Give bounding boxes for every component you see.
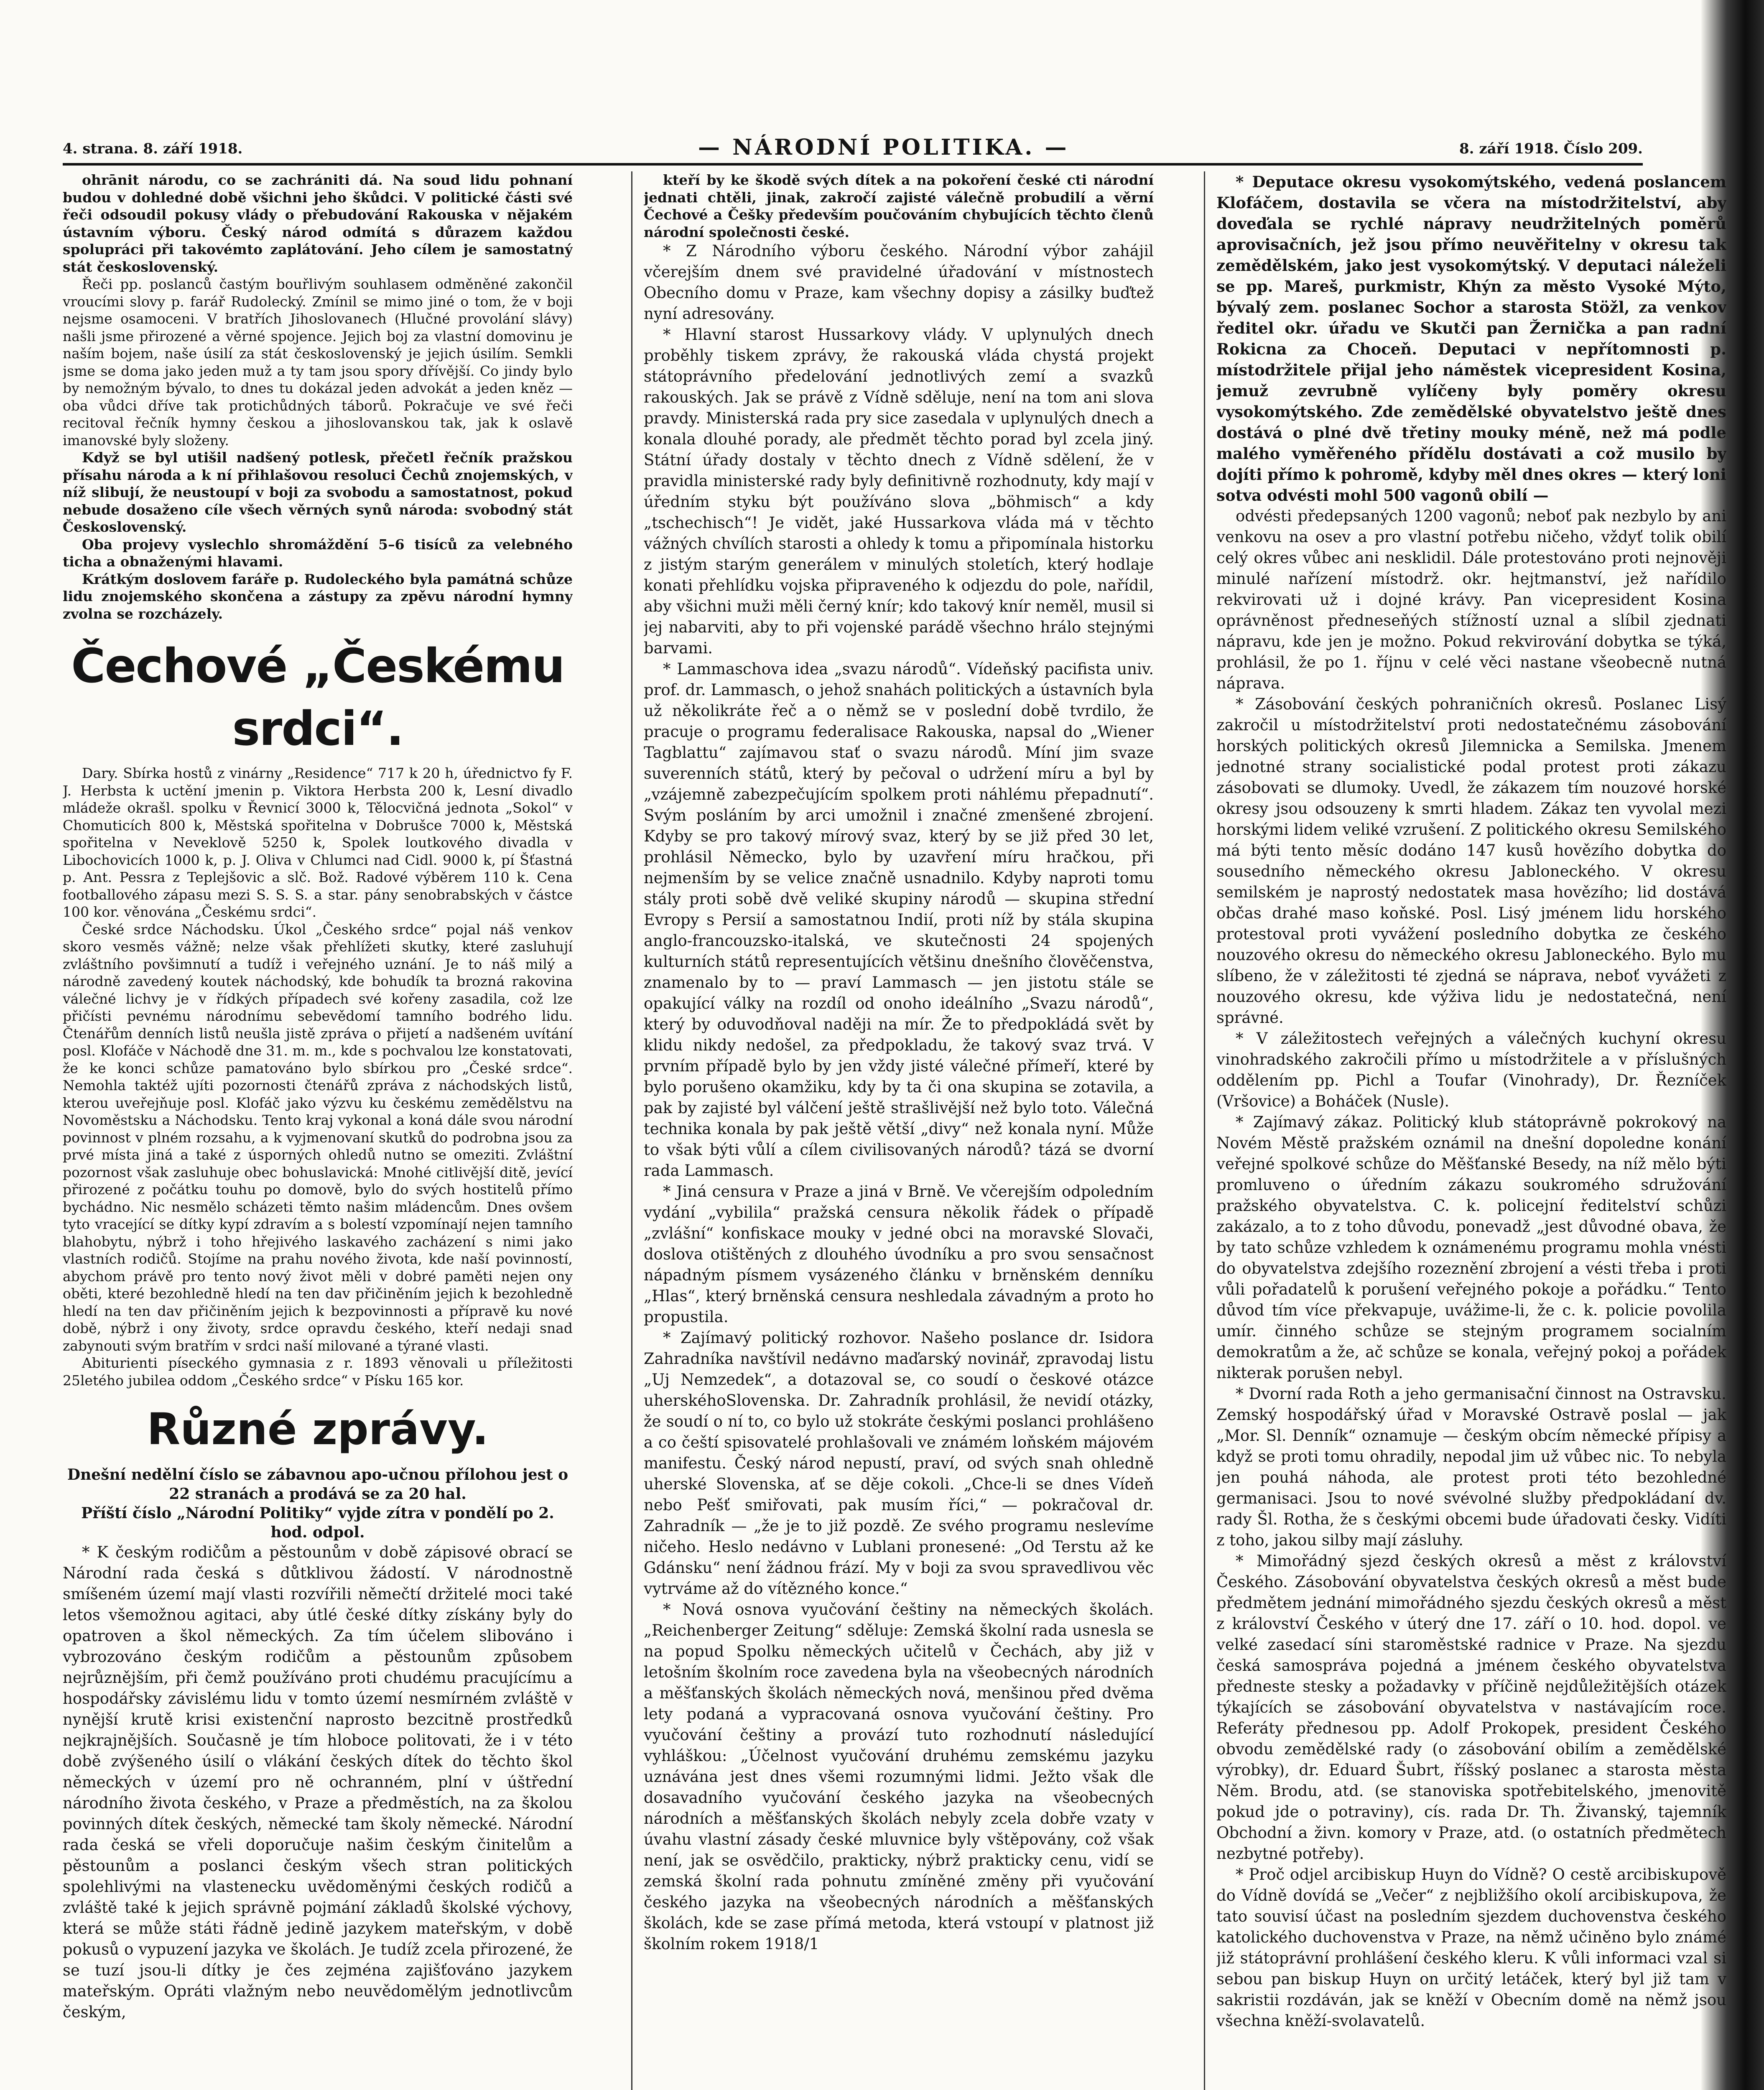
column-3: [1216, 171, 1726, 2090]
article-paragraph: Abiturienti píseckého gymnasia z r. 1893 věnovali u příležitosti 25letého jubilea oddom „Českého srdce“ v Písku 165 kor.: [63, 1355, 573, 1389]
section-headline-ruzne-zpravy: Různé zprávy.: [147, 1404, 489, 1455]
article-paragraph: * Zajímavý zákaz. Politický klub státoprávně pokrokový na Novém Městě pražském oznámil na dnešní dopoledne konání veřejné spolkové schůze do Měšťanské Besedy, na níž mělo býti promluveno o úředním zákazu soukromého sdružování pražského obyvatelstva. C. k. policejní ředitelství schůzi zakázalo, a to z toho důvodu, ponevadž „jest důvodné obava, že by tato schůze vzhledem k oznámenému programu mohla vnésti do obyvatelstva zdejšího rozeznění zbrojení a vésti třeba i proti vůli pořadatelů k porušení veřejného pokoje a pořádku.“ Tento důvod tím více překvapuje, uvážime-li, že c. k. policie povolila umír. činného schůze se stejným programem socialním demokratům a že, ač schůze se konala, veřejný pokoj a pořádek nikterak porušen nebyl.: [1216, 1113, 1726, 1382]
article-paragraph: ohrānit národu, co se zachrániti dá. Na soud lidu pohnaní budou v dohledné době všichni jeho škůdci. V politické části své řeči odsoudil pokusy vlády o přebudování Rakouska v nějakém ústavním výboru. Český národ odmítá s důrazem každou spolupráci při takovémto zaplátování. Jeho cílem je samostatný stát československý.: [63, 172, 573, 275]
article-paragraph: kteří by ke škodě svých dítek a na pokoření české cti národní jednati chtěli, jinak, zakročí zajisté válečně probudilí a věrní Čechové a Češky především poučováním chybujících těchto členů národní společnosti české.: [644, 172, 1154, 240]
page-number-date: 4. strana. 8. září 1918.: [63, 140, 243, 157]
article-paragraph: * Deputace okresu vysokomýtského, vedená poslancem Klofáčem, dostavila se včera na místodržitelství, aby doveďala se rychlé nápravy neudržitelných poměrů aprovisačních, jež jsou přímo neuvěřitelny v okresu tak zemědělském, jako jest vysokomýtský. V deputaci náleželi se pp. Mareš, purkmistr, Khýn za město Vysoké Mýto, bývalý zem. poslanec Sochor a starosta Stöžl, za venkov ředitel okr. úřadu ve Skutči pan Žernička a pan radní Rokicna za Choceň. Deputaci v nepřítomnosti p. místodržitele přijal jeho náměstek vicepresident Kosina, jemuž zevrubně vylíčeny byly poměry okresu vysokomýtského. Zde zemědělské obyvatelstvo ještě dnes dostává o plné dvě třetiny mouky méně, než má podle malého vyměřeného přídělu dostávati a což musilo by dojíti přímo k pohromě, kdyby měl dnes okres — který loni sotva odvésti mohl 500 vagonů obilí —: [1216, 173, 1726, 505]
article-paragraph: Oba projevy vyslechlo shromáždění 5–6 tisíců za velebného ticha a obnaženými hlavami.: [63, 536, 573, 570]
article-paragraph: * Dvorní rada Roth a jeho germanisační činnost na Ostravsku. Zemský hospodářský úřad v Moravské Ostravě poslal — jak „Mor. Sl. Denník“ oznamuje — českým obcím německé přípisy a když se proti tomu ohradily, nepodal jim už vůbec nic. To nebyla jen pouhá náhoda, ale protest proti této bezohledné germanisaci. Jsou to nové svévolné služby předpokládaní dv. rady Šl. Rotha, že s českými obcemi bude úřadovati česky. Vidíti z toho, jakou silby mají zásluhy.: [1216, 1385, 1726, 1549]
column-1: [63, 171, 573, 2090]
article-paragraph: * Proč odjel arcibiskup Huyn do Vídně? O cestě arcibiskupově do Vídně dovídá se „Večer“ z nejbližšího okolí arcibiskupova, že tato souvisí účast na posledním sjezdem duchovenstva českého katolického duchovenstva v Praze, na němž učiněno bylo známé již státoprávní prohlášení českého kleru. K vůli informaci vzal si sebou pan biskup Huyn on určitý letáček, který byl již tam v sakristii rozdáván, jak se kněží v Obecním domě na němž jsou všechna kněží-svolavatelů.: [1216, 1866, 1726, 2030]
article-paragraph: * Zásobování českých pohraničních okresů. Poslanec Lisý zakročil u místodržitelství proti nedostatečnému zásobování horských politických okresů Jilemnicka a Semilska. Jmenem jednotné strany socialistické podal protest proti zákazu zásobovati se dlumoky. Uvedl, že zákazem tím nouzové horské okresy jsou odsouzeny k smrti hladem. Zákaz ten vyvolal mezi horskými lidem veliké vzrušení. Z politického okresu Semilského má býti tento měsíc dodáno 147 kusů hovězího dobytka do sousedního německého okresu Jabloneckého. V okresu semilském je naprostý nedostatek masa hovězího; lid dostává občas drahé maso koňské. Posl. Lisý jménem lidu horského protestoval proti vyvážení posledního dobytka ze českého nouzového okresu do německého okresu Jabloneckého. Bylo mu slíbeno, že v záležitosti té zjedná se náprava, neboť vyvážeti z nouzového okresu, kde výživa lidu je nedostatečná, není správné.: [1216, 695, 1726, 1027]
column-divider-2: [1204, 171, 1205, 2090]
article-paragraph: * Mimořádný sjezd českých okresů a měst z království Českého. Zásobování obyvatelstva českých okresů a měst bude předmětem jednání mimořádného sjezdu českých okresů a měst z království Českého v úterý dne 17. září o 10. hod. dopol. ve velké zasedací síni staroměstské radnice v Praze. Na sjezdu česká samospráva pojedná a jménem českého obyvatelstva předneste stesky a požadavky v příčině nejdůležitějších otázek týkajících se zásobování obyvatelstva v nastávajícím roce. Referáty přednesou pp. Adolf Prokopek, president Českého obvodu zemědělské rady (o zásobování obilím a zemědělské výrobky), dr. Eduard Šubrt, říšský poslanec a starosta města Něm. Brodu, atd. (se stanoviska spotřebitelského, jmenovitě pokud jde o potraviny), cís. rada Dr. Th. Živanský, tajemník Obchodní a živn. komory v Praze, atd. (o ostatních předmětech nezbytné potřeby).: [1216, 1552, 1726, 1863]
page-header: [63, 135, 1643, 161]
column-2: [644, 171, 1154, 2090]
issue-number: 8. září 1918. Číslo 209.: [1459, 140, 1643, 157]
article-paragraph: * Lammaschova idea „svazu národů“. Vídeňský pacifista univ. prof. dr. Lammasch, o jehož snahách politických a ústavních byla už několikráte řeč a o němž se v poslední době tvrdilo, že pracuje o programu federalisace Rakouska, napsal do „Wiener Tagblattu“ zajímavou stať o svazu národů. Míní jim svaze suverenních států, který by pečoval o udržení míru a byl by „vzájemně zabezpečujícím spolkem proti náhlému přepadnutí“. Svým posláním by arci umožnil i značné zmenšené zbrojení. Kdyby se pro takový mírový svaz, který by se již před 30 let, prohlásil Německo, bylo by uzavření míru hračkou, při nejmenším by se velice značně usnadnilo. Kdyby naproti tomu stály proti sobě dvě veliké skupiny národů — skupina střední Evropy s Persií a samostatnou Indií, proti níž by stála skupina anglo-francouzsko-italská, ve skutečnosti 24 spojených kulturních států representujících většinu dnešního člověčenstva, znamenalo by to — praví Lammasch — jen jistotu stále se opakující války na rozdíl od onoho ideálního „Svazu národů“, který by oduvodňoval naději na mír. Že to předpokládá svět by klidu nikdy nedošel, za předpokladu, že takový svaz trvá. V prvním případě bylo by jen vždy jisté válečné přímeří, které by bylo porušeno okamžiku, kdy by ta či ona skupina se zotavila, a pak by zajisté byl válčení ještě strašlivější než bylo toto. Válečná technika konala by pak ještě větší „divy“ než konala nyní. Může to však býti vůlí a cílem civilisovaných národů? tázá se dvorní rada Lammasch.: [644, 660, 1154, 1180]
header-rule: [63, 163, 1643, 166]
article-paragraph: České srdce Náchodsku. Úkol „Českého srdce“ pojal náš venkov skoro vesměs vážně; nelze však přehlížeti skutky, které zasluhují zvláštního povšimnutí a tudíž i veřejného uznání. Je to náš milý a národně zavedený koutek náchodský, kde bohudík ta brozná rakovina válečné lichvy je v řídkých případech své kořeny zasadila, což lze přičísti pevnému národnímu sebevědomí tamního bodrého lidu. Čtenářům denních listů neušla jistě zpráva o přijetí a nadšeném uvítání posl. Klofáče v Náchodě dne 31. m. m., kde s pochvalou lze konstatovati, že ke konci schůze pamatováno bylo sbírkou pro „České srdce“. Nemohla taktéž ujíti pozornosti čtenářů zpráva z náchodských listů, kterou uveřejňuje posl. Klofáč jako výzvu ku českému zemědělstvu na Novoměstsku a Náchodsku. Tento kraj vykonal a koná dále svou národní povinnost v plném rozsahu, a k vyjmenovaní skutků do podrobna jsou za prvé místa jiná a také z úsporných ohledů nutno se omeziti. Zvláštní pozornost však zasluhuje obec bohuslavická: Mnohé citlivější ditě, jevící přirozené z počátku touhu po domově, bylo do svých hostitelů přímo bychádno. Nic nesmělo scházeti těmto našim mládencům. Dnes ovšem tyto vracející se dítky kypí zdravím a s bolestí vzpomínají nejen tamního blahobytu, nýbrž i toho hřejivého laskavého zacházení s nimi jako vlastních rodičů. Stojíme na prahu nového života, kde naší povinností, abychom právě pro tento nový život měli v dobré paměti nejen ony oběti, které bezohledně hledí na ten dav přičiněním jejich k bezohledně hledí na ten dav přičiněním jejich k bezpovinnosti a přípravě ku nové době, nýbrž i ony životy, srdce opravdu českého, kteří nedaji snad zabynouti svým bratřím v srdci naší milované a týrané vlasti.: [63, 921, 573, 1354]
notice-supplement: Dnešní nedělní číslo se zábavnou apo-učnou přílohou jest o 22 stranách a prodává se za 20 hal.: [67, 1466, 568, 1503]
article-paragraph: Když se byl utišil nadšený potlesk, přečetl řečník pražskou přísahu národa a k ní přihlašovou resoluci Čechů znojemských, v níž slibují, že neustoupí v boji za svobodu a samostatnost, pokud nebude dosaženo cíle všech věrných synů národa: svobodný stát Československý.: [63, 449, 573, 535]
article-paragraph: * Nová osnova vyučování češtiny na německých školách. „Reichenberger Zeitung“ sděluje: Zemská školní rada usnesla se na popud Spolku německých učitelů v Čechách, aby již v letošním školním roce zavedena byla na všeobecných národních a měšťanských školách německých nová, menšinou před dvěma lety podaná a vypracovaná osnova vyučování češtiny. Pro vyučování češtiny a provází tuto rozhodnutí následující vyhláškou: „Účelnost vyučování druhému zemskému jazyku uznávána jest dnes všemi rozumnými lidmi. Ježto však dle dosavadního vyučování českého jazyka na všeobecných národních a měšťanských školách nebyly zcela dobře vzaty v úvahu vlastní zásady české mluvnice byly vštěpovány, což však není, jak se osvědčilo, prakticky, nýbrž prakticky cenu, vidí se zemská školní rada pohnutu zmíněné změny při vyučování českého jazyka na všeobecných národních a měšťanských školách, kde se zase přímá metoda, která vstoupí v platnost již školním rokem 1918/1: [644, 1601, 1154, 1953]
masthead-title: — NÁRODNÍ POLITIKA. —: [698, 135, 1069, 160]
article-paragraph: * Zajímavý politický rozhovor. Našeho poslance dr. Isidora Zahradníka navštívil nedávno maďarský novinář, zpravodaj listu „Uj Nemzedek“, a dotazoval se, co soudí o českové otázce uherskéhoSlovenska. Dr. Zahradník prohlásil, že nevidí otázky, že soudí o ní to, co bylo už stokráte českými poslanci prohlášeno a co čeští spisovatelé prohlašovali ve známém loňském májovém manifestu. Český národ nepustí, praví, od svých snah ohledně uherské Slovenska, ať se děje cokoli. „Chce-li se dnes Vídeň nebo Pešť smiřovati, pak musím říci,“ — pokračoval dr. Zahradník — „že je to již pozdě. Ze svého programu neslevíme ničeho. Heslo nedávno v Lublani pronesené: „Od Terstu až ke Gdánsku“ není žádnou frází. My v boji za svou spravedlivou věc vytrváme až do vítězného konce.“: [644, 1329, 1154, 1598]
notice-next-issue: Příští číslo „Národní Politiky“ vyjde zítra v pondělí po 2. hod. odpol.: [81, 1504, 554, 1541]
article-paragraph: * K českým rodičům a pěstounům v době zápisové obrací se Národní rada česká s důtklivou žádostí. V národnostně smíšeném území mají vlasti rozvířili němečtí držitelé moci také letos všemožnou agitaci, aby útlé české dítky získány byly do opatroven a škol německých. Za tím účelem slibováno i vybrozováno českým rodičům a pěstounům způsobem nejrůznějším, při čemž používáno proti chudému pracujícímu a hospodářsky závislému lidu v tomto území nesmírném zvláště v nynější krutě krisi existenční naprosto bezcitně prostředků nejkrajnějších. Současně je tím hloboce politovati, že i v této době zvýšeného úsilí o vlákání českých dítek do těchto škol německých v území pro ně ochranném, plní v úštřední národního života českého, v Praze a předměstích, na za školou povinných dítek českých, německé tam školy německé. Národní rada česká se vřeli doporučuje našim českým činitelům a pěstounům a poslanci českým všech stran politických spolehlivými na vlastenecku uvědoměnými českých rodičů a zvláště také k jejich správně pojmání základů školské výchovy, která se může státi řádně jedině jazykem mateřským, v době pokusů o vypuzení jazyka ve školách. Je tudíž zcela přirozené, že se tuzí jsou-li dítky je čes zejména zajišťováno jazykem mateřským. Opráti vlažným nebo neuvědomělým jednotlivcům českým,: [63, 1543, 573, 2021]
article-paragraph: Řeči pp. poslanců častým bouřlivým souhlasem odměněné zakončil vroucími slovy p. farář Rudolecký. Zmínil se mimo jiné o tom, že v boji nejsme osamoceni. V bratřích Jihoslovanech (Hlučné provolání slávy) našli jsme přirozené a věrné spojence. Jejich boj za vlastní domovinu je naším bojem, naše úsilí za stát československý je jejich úsilím. Semkli jsme se doma jako jeden muž a ty tam jsou spory dřívější. Co jindy bylo by nemožným bývalo, to dnes tu dokázal jeden advokát a jeden kněz — oba vůdci dříve tak protichůdných táborů. Pokračuje ve své řeči recitoval řečník hymny českou a jihoslovanskou tak, jak k oslavě imanovské byly složeny.: [63, 276, 573, 449]
article-paragraph: Krátkým doslovem faráře p. Rudoleckého byla památná schůze lidu znojemského skončena a zástupy za zpěvu národní hymny zvolna se rozcházely.: [63, 571, 573, 622]
column-divider-1: [631, 171, 632, 2090]
article-paragraph: * Z Národního výboru českého. Národní výbor zahájil včerejším dnem své pravidelné úřadování v místnostech Obecního domu v Praze, kam všechny dopisy a zásilky buďtež nyní adresovány.: [644, 242, 1154, 323]
section-headline-ceske-srdce: Čechové „Českému srdci“.: [71, 639, 564, 756]
article-paragraph: odvésti předepsaných 1200 vagonů; neboť pak nezbylo by ani venkovu na osev a pro vlastní potřebu ničeho, vždyť tolik obilí celý okres vůbec ani nesklidil. Dále protestováno proti nejnověji minulé nařízení místodrž. okr. hejtmanství, jež nařídilo rekvirovati už i dojné krávy. Pan vicepresident Kosina oprávněnost předneseňých stížností uznal a slíbil zjednati nápravu, kde jen je možno. Pokud rekvirování dobytka se týká, prohlásil, že po 1. říjnu v celé věci nastane všeobecně nutná náprava.: [1216, 507, 1726, 692]
article-paragraph: Dary. Sbírka hostů z vinárny „Residence“ 717 k 20 h, úřednictvo fy F. J. Herbsta k uctění jmenin p. Viktora Herbsta 200 k, Lesní divadlo mládeže okrašl. spolku v Řevnicí 3000 k, Tělocvičná jednota „Sokol“ v Chomuticích 800 k, Městská spořitelna v Dobrušce 7000 k, Městská spořitelna v Neveklově 5250 k, Spolek loutkového divadla v Libochovicích 1000 k, p. J. Oliva v Chlumci nad Cidl. 9000 k, pí Šťastná p. Ant. Pessra z Teplejšovic a slč. Bož. Radové výběrem 110 k. Cena footballového zápasu mezi S. S. S. a star. pány senobrabských v částce 100 kor. věnována „Českému srdci“.: [63, 765, 573, 920]
article-paragraph: * V záležitostech veřejných a válečných kuchyní okresu vinohradského zakročili přímo u místodržitele a v příslušných oddělením pp. Pichl a Toufar (Vinohrady), Dr. Řezníček (Vršovice) a Boháček (Nusle).: [1216, 1030, 1726, 1110]
article-paragraph: * Jiná censura v Praze a jiná v Brně. Ve včerejším odpoledním vydání „vybilila“ pražská censura několik řádek o případě „zvlášní“ konfiskace mouky v jedné obci na moravské Slovači, doslova otištěných z dlouhého úvodníku a pro svou sensačnost nápadným písmem vysázeného článku v brněnském denníku „Hlas“, který brněnská censura neshledala závadným a proto ho propustila.: [644, 1183, 1154, 1326]
article-paragraph: * Hlavní starost Hussarkovy vlády. V uplynulých dnech proběhly tiskem zprávy, že rakouská vláda chystá projekt státoprávního předelování jednotlivých zemí a svazků rakouských. Jak se právě z Vídně sděluje, není na tom ani slova pravdy. Ministerská rada pry sice zasedala v uplynulých dnech a konala dlouhé porady, ale předmět těchto porad byl zcela jiný. Státní úřady dostaly v těchto dnech z Vídně sdělení, že v pravidla ministerské rady byly definitivně rozhodnuty, kdy mají v úředním styku být používáno slova „böhmisch“ a kdy „tschechisch“! Je vidět, jaké Hussarkova vláda má v těchto vážných chvílích starosti a ohledy k tomu a připomínala historku z jistým starým generálem v minulých stoletích, který hodlaje konati přehlídku vojska připraveného k odjezdu do pole, nařídil, aby všichni muži měli černý knír; kdo takový knír neměl, musil si jej nabarviti, aby to při vojenské parádě všechno hrálo stejnými barvami.: [644, 326, 1154, 657]
